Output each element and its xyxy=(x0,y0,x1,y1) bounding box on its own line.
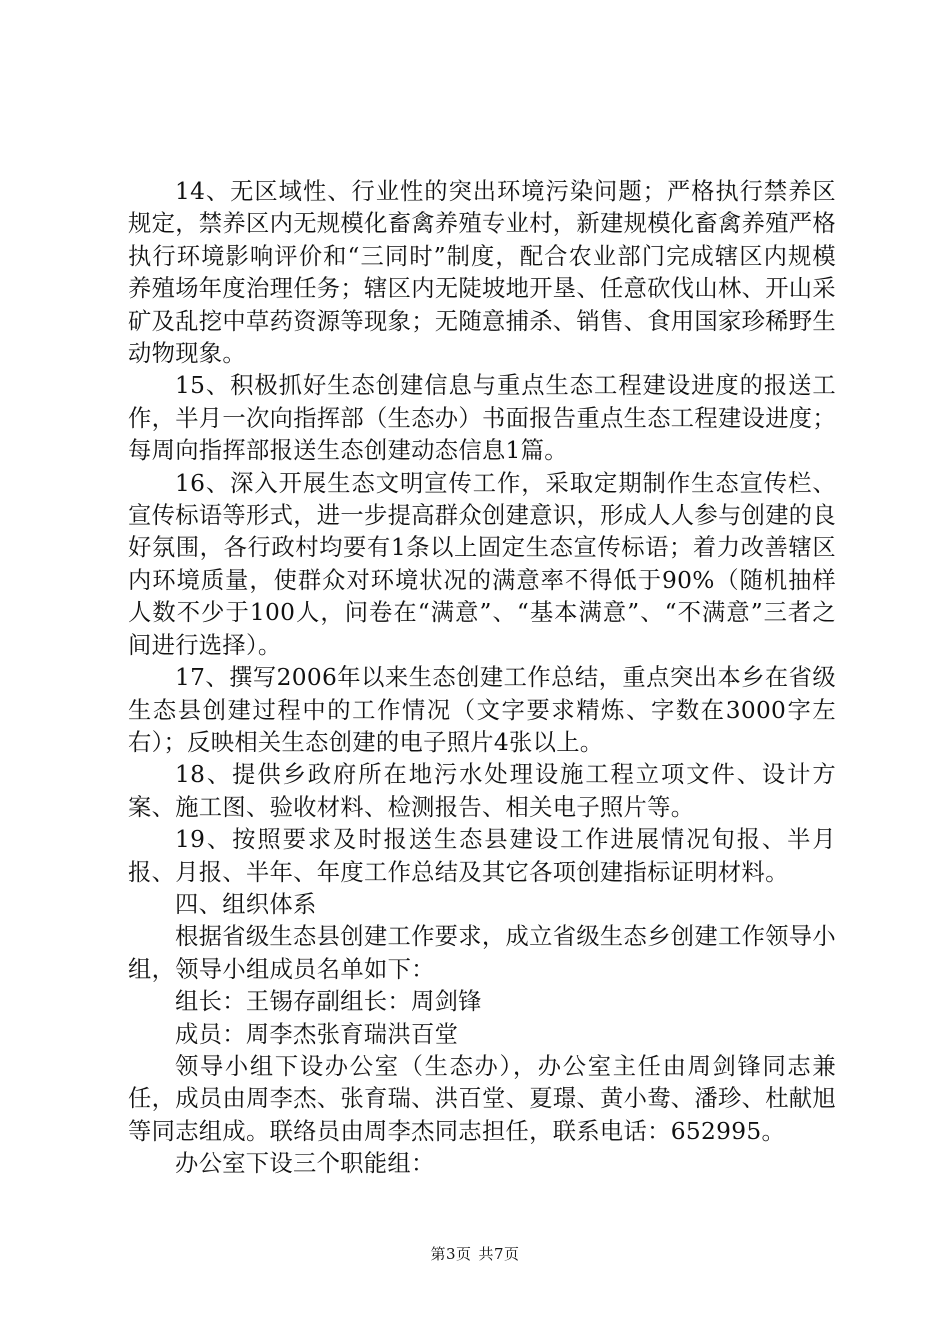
document-body xyxy=(128,176,836,1181)
paragraph-item-16: 16、深入开展生态文明宣传工作，采取定期制作生态宣传栏、宣传标语等形式，进一步提高群众创建意识，形成人人参与创建的良好氛围，各行政村均要有1条以上固定生态宣传标语；着力改善辖区内环境质量，使群众对环境状况的满意率不得低于90%（随机抽样人数不少于100人，问卷在“满意”、“基本满意”、“不满意”三者之间进行选择）。 xyxy=(128,469,836,659)
paragraph-group-members: 成员：周李杰张育瑞洪百堂 xyxy=(175,1020,459,1048)
paragraph-group-leaders: 组长：王锡存副组长：周剑锋 xyxy=(175,988,482,1016)
paragraph-item-17: 17、撰写2006年以来生态创建工作总结，重点突出本乡在省级生态县创建过程中的工作情况（文字要求精炼、字数在3000字左右）；反映相关生态创建的电子照片4张以上。 xyxy=(128,664,836,756)
paragraph-item-18: 18、提供乡政府所在地污水处理设施工程立项文件、设计方案、施工图、验收材料、检测报告、相关电子照片等。 xyxy=(128,761,836,821)
page-total: 共7页 xyxy=(478,1245,520,1263)
page-number: 第3页 xyxy=(430,1245,472,1263)
paragraph-office-setup: 领导小组下设办公室（生态办），办公室主任由周剑锋同志兼任，成员由周李杰、张育瑞、洪百堂、夏璟、黄小鸯、潘珍、杜献旭等同志组成。联络员由周李杰同志担任，联系电话：652995。 xyxy=(128,1052,836,1145)
section-heading-organization: 四、组织体系 xyxy=(175,890,317,918)
page-footer xyxy=(0,1244,950,1264)
paragraph-item-14: 14、无区域性、行业性的突出环境污染问题；严格执行禁养区规定，禁养区内无规模化畜禽养殖专业村，新建规模化畜禽养殖严格执行环境影响评价和“三同时”制度，配合农业部门完成辖区内规模养殖场年度治理任务；辖区内无陡坡地开垦、任意砍伐山林、开山采矿及乱挖中草药资源等现象；无随意捕杀、销售、食用国家珍稀野生动物现象。 xyxy=(128,178,836,368)
paragraph-item-19: 19、按照要求及时报送生态县建设工作进展情况旬报、半月报、月报、半年、年度工作总结及其它各项创建指标证明材料。 xyxy=(128,826,836,886)
paragraph-item-15: 15、积极抓好生态创建信息与重点生态工程建设进度的报送工作，半月一次向指挥部（生态办）书面报告重点生态工程建设进度；每周向指挥部报送生态创建动态信息1篇。 xyxy=(128,372,836,465)
paragraph-leading-group-intro: 根据省级生态县创建工作要求，成立省级生态乡创建工作领导小组，领导小组成员名单如下： xyxy=(128,923,836,983)
paragraph-functional-groups: 办公室下设三个职能组： xyxy=(175,1150,435,1178)
